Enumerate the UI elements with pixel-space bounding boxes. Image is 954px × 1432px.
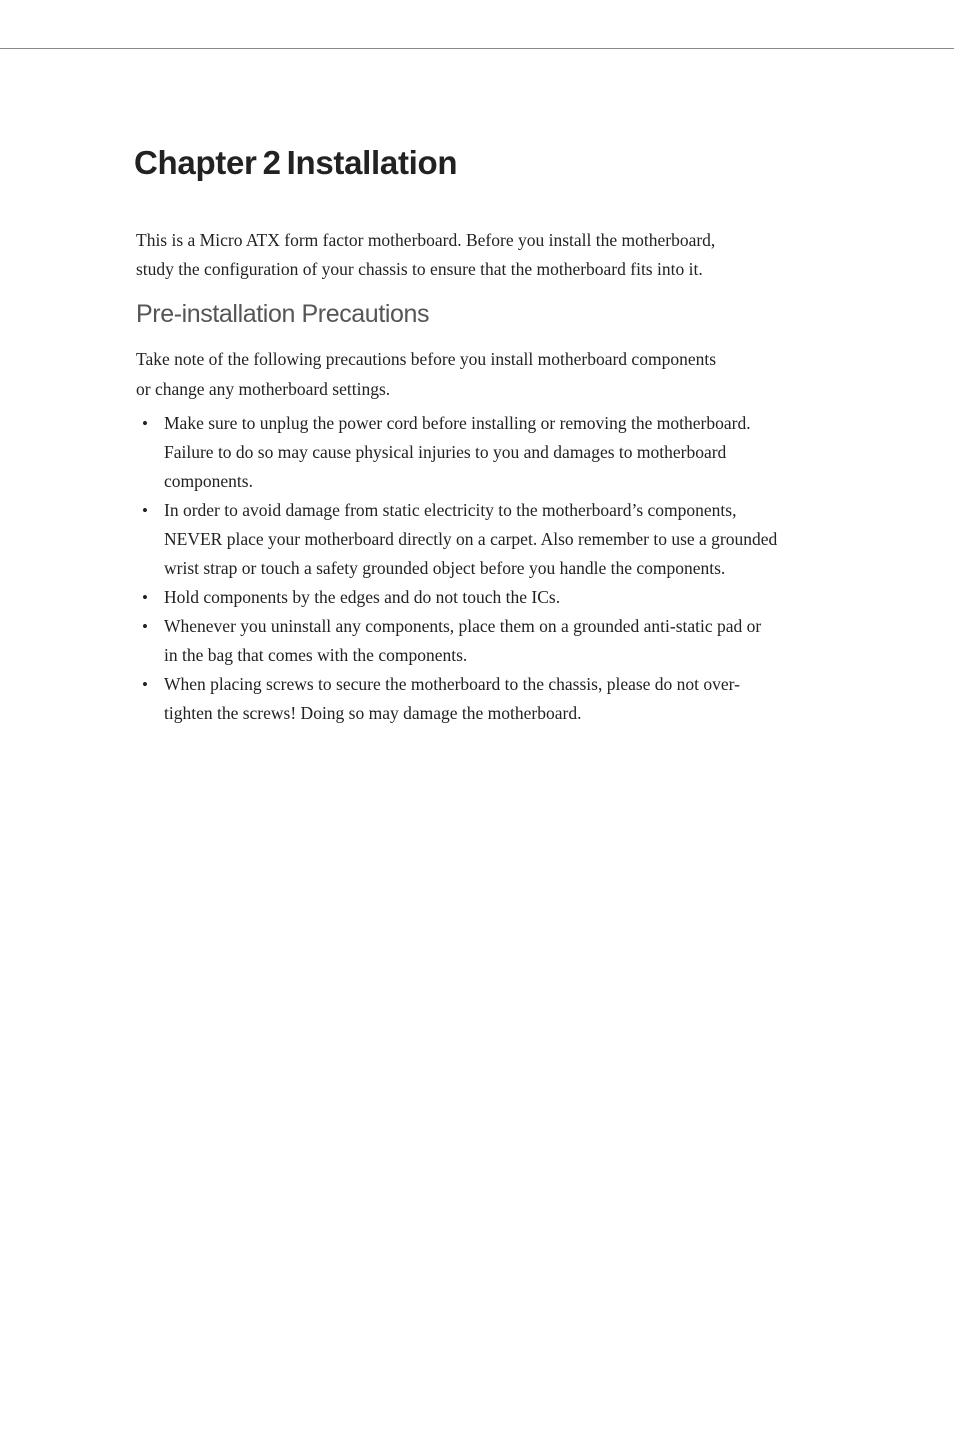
chapter-number: 2 [262,144,281,181]
precaution-item-antistatic [136,612,876,670]
precaution-item-unplug [136,409,876,496]
item-line: Failure to do so may cause physical injuries to you and damages to motherboard [164,442,727,462]
lead-line: or change any motherboard settings. [136,379,391,399]
precaution-item-static [136,496,876,583]
item-line: tighten the screws! Doing so may damage the motherboard. [164,703,582,723]
item-line: NEVER place your motherboard directly on a carpet. Also remember to use a grounded [164,529,778,549]
chapter-name: Installation [286,144,458,181]
item-line: wrist strap or touch a safety grounded object before you handle the components. [164,558,726,578]
section-title: Pre-installation Precautions [136,300,430,328]
chapter-label: Chapter [134,144,257,181]
item-line: components. [164,471,253,491]
header-rule [0,48,954,49]
bullet-icon: • [142,617,148,636]
lead-line: Take note of the following precautions before you install motherboard components [136,349,717,369]
item-line: Hold components by the edges and do not touch the ICs. [164,587,561,607]
chapter-title [134,142,457,184]
item-line: In order to avoid damage from static electricity to the motherboard’s components, [164,500,737,520]
precaution-item-edges [136,583,876,612]
precautions-lead [136,344,836,404]
item-line: Whenever you uninstall any components, place them on a grounded anti-static pad or [164,616,762,636]
bullet-icon: • [142,414,148,433]
item-line: When placing screws to secure the motherboard to the chassis, please do not over- [164,674,740,694]
bullet-icon: • [142,675,148,694]
intro-paragraph [136,226,836,283]
bullet-icon: • [142,588,148,607]
precautions-list [136,409,876,728]
intro-line: This is a Micro ATX form factor motherboard. Before you install the motherboard, [136,230,716,250]
precaution-item-screws [136,670,876,728]
bullet-icon: • [142,501,148,520]
intro-line: study the configuration of your chassis to ensure that the motherboard fits into it. [136,258,703,279]
item-line: Make sure to unplug the power cord before installing or removing the motherboard. [164,413,751,433]
item-line: in the bag that comes with the components. [164,645,468,665]
